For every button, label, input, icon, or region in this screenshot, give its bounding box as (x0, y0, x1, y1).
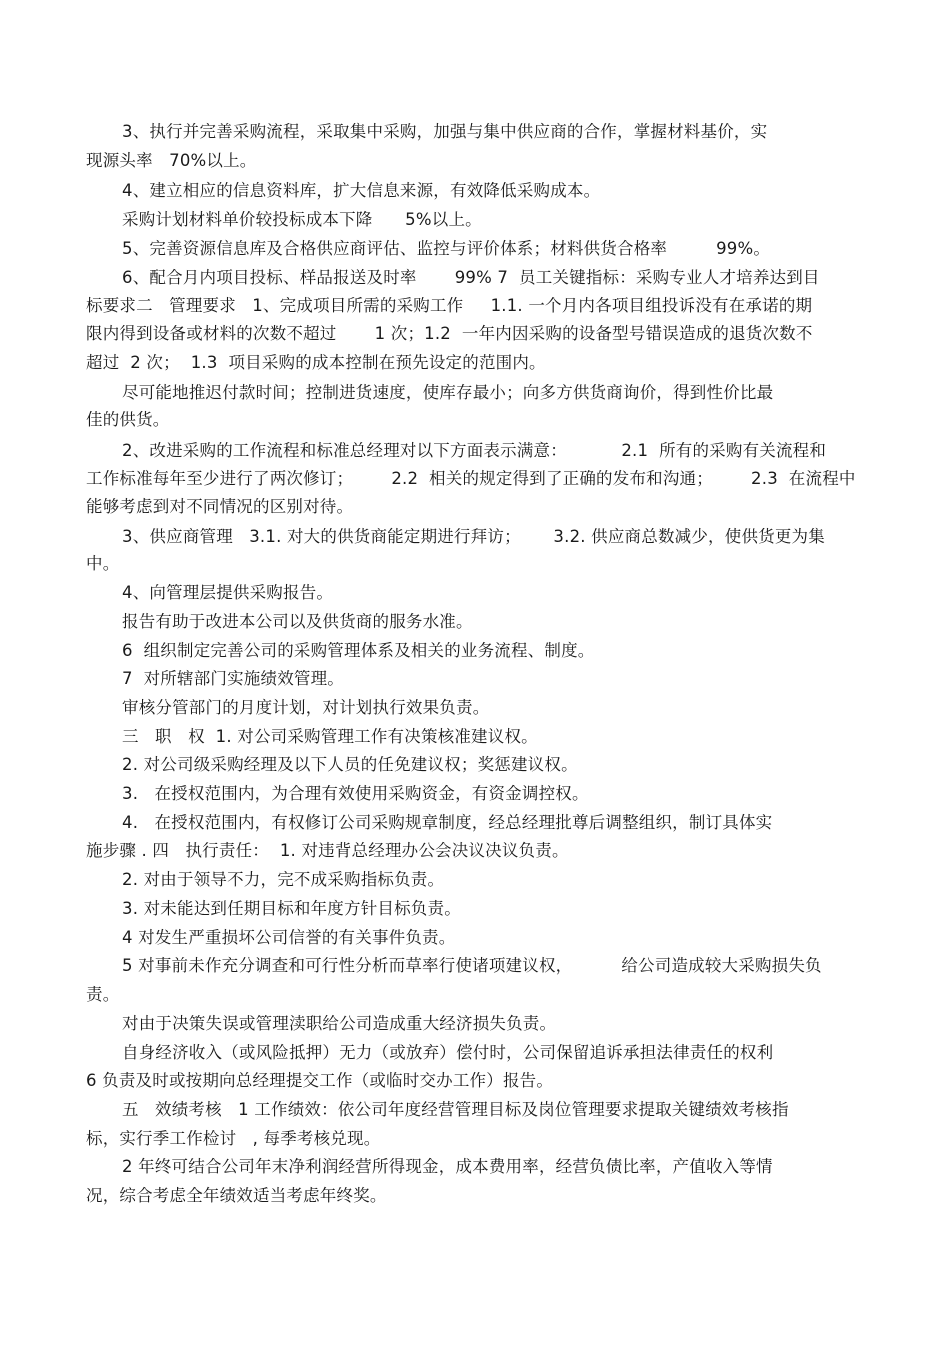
text-line: 6 组织制定完善公司的采购管理体系及相关的业务流程、制度。 (122, 641, 595, 660)
text-line: 2. 对由于领导不力，完不成采购指标负责。 (122, 870, 445, 889)
text-line: 对由于决策失误或管理渎职给公司造成重大经济损失负责。 (122, 1014, 557, 1033)
text-line: 4 对发生严重损坏公司信誉的有关事件负责。 (122, 928, 456, 947)
text-line: 2. 对公司级采购经理及以下人员的任免建议权；奖惩建议权。 (122, 755, 578, 774)
text-line: 采购计划材料单价较投标成本下降 5%以上。 (122, 210, 482, 229)
text-line: 4. 在授权范围内，有权修订公司采购规章制度，经总经理批尊后调整组织，制订具体实 (122, 813, 773, 832)
text-line: 佳的供货。 (86, 410, 170, 429)
text-line: 3、执行并完善采购流程，采取集中采购，加强与集中供应商的合作，掌握材料基价，实 (122, 122, 768, 141)
text-line: 审核分管部门的月度计划，对计划执行效果负责。 (122, 698, 490, 717)
text-line: 自身经济收入（或风险抵押）无力（或放弃）偿付时，公司保留追诉承担法律责任的权利 (122, 1043, 774, 1062)
text-line: 5、完善资源信息库及合格供应商评估、监控与评价体系；材料供货合格率 99%。 (122, 239, 771, 258)
text-line: 4、建立相应的信息资料库，扩大信息来源，有效降低采购成本。 (122, 181, 601, 200)
text-line: 工作标准每年至少进行了两次修订； 2.2 相关的规定得到了正确的发布和沟通； 2.3 在流程中 (86, 469, 856, 488)
text-line: 3. 在授权范围内，为合理有效使用采购资金，有资金调控权。 (122, 784, 589, 803)
text-line: 况，综合考虑全年绩效适当考虑年终奖。 (86, 1186, 387, 1205)
text-line: 五 效绩考核 1 工作绩效：依公司年度经营管理目标及岗位管理要求提取关键绩效考核指 (122, 1100, 789, 1119)
text-line: 中。 (86, 554, 120, 573)
text-line: 5 对事前未作充分调查和可行性分析而草率行使诸项建议权， 给公司造成较大采购损失负 (122, 956, 822, 975)
text-line: 标，实行季工作检讨 , 每季考核兑现。 (86, 1129, 381, 1148)
text-line: 报告有助于改进本公司以及供货商的服务水准。 (122, 612, 473, 631)
text-line: 6 负责及时或按期向总经理提交工作（或临时交办工作）报告。 (86, 1071, 554, 1090)
text-line: 2、改进采购的工作流程和标准总经理对以下方面表示满意： 2.1 所有的采购有关流程和 (122, 441, 827, 460)
text-line: 7 对所辖部门实施绩效管理。 (122, 669, 344, 688)
text-line: 施步骤 . 四 执行责任： 1. 对违背总经理办公会决议决议负责。 (86, 841, 569, 860)
text-line: 超过 2 次； 1.3 项目采购的成本控制在预先设定的范围内。 (86, 353, 546, 372)
text-line: 标要求二 管理要求 1、完成项目所需的采购工作 1.1. 一个月内各项目组投诉没有在承诺的期 (86, 296, 813, 315)
text-line: 三 职 权 1. 对公司采购管理工作有决策核准建议权。 (122, 727, 538, 746)
text-line: 4、向管理层提供采购报告。 (122, 583, 334, 602)
text-line: 限内得到设备或材料的次数不超过 1 次；1.2 一年内因采购的设备型号错误造成的退货次数不 (86, 324, 813, 343)
text-line: 6、配合月内项目投标、样品报送及时率 99% 7 员工关键指标：采购专业人才培养达到目 (122, 268, 820, 287)
text-line: 现源头率 70%以上。 (86, 151, 257, 170)
text-line: 3. 对未能达到任期目标和年度方针目标负责。 (122, 899, 461, 918)
text-line: 责。 (86, 985, 120, 1004)
text-line: 2 年终可结合公司年末净利润经营所得现金，成本费用率，经营负债比率，产值收入等情 (122, 1157, 773, 1176)
text-line: 3、供应商管理 3.1. 对大的供货商能定期进行拜访； 3.2. 供应商总数减少，使供货更为集 (122, 527, 825, 546)
text-line: 能够考虑到对不同情况的区别对待。 (86, 497, 354, 516)
text-line: 尽可能地推迟付款时间；控制进货速度，使库存最小；向多方供货商询价，得到性价比最 (122, 383, 774, 402)
